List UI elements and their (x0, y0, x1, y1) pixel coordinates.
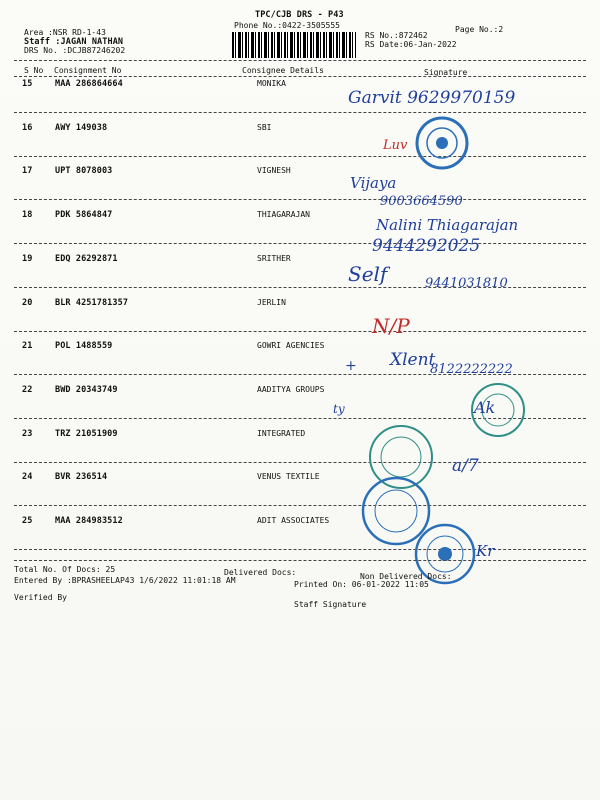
row-consignee-name: THIAGARAJAN (257, 210, 310, 220)
row-consignee-name: VENUS TEXTILE (257, 472, 320, 482)
total-docs: Total No. Of Docs: 25 (14, 565, 116, 574)
row-divider (14, 505, 586, 506)
rs-number: RS No.:872462 (365, 31, 428, 40)
row-consignee-name: INTEGRATED (257, 428, 306, 438)
row-consignment-number: MAA 284983512 (55, 516, 123, 526)
phone-row-17: 9003664590 (380, 194, 463, 209)
row-consignment-number: TRZ 21051909 (55, 428, 118, 439)
row-serial-number: 18 (22, 210, 33, 221)
signature-row-23: a/7 (452, 456, 479, 476)
rs-date: RS Date:06-Jan-2022 (365, 40, 457, 49)
row-consignee-name: AADITYA GROUPS (257, 384, 325, 394)
row-serial-number: 22 (22, 384, 33, 395)
printed-on: Printed On: 06-01-2022 11:05 (294, 580, 429, 589)
row-serial-number: 15 (22, 79, 33, 89)
signature-row-17: Vijaya (350, 174, 397, 192)
row-consignee-name: MONIKA (257, 79, 286, 88)
row-serial-number: 21 (22, 341, 33, 352)
row-serial-number: 25 (22, 516, 33, 526)
phone-row-18: 9444292025 (372, 236, 481, 256)
column-header-consignee: Consignee Details (242, 66, 324, 75)
row-consignee-name: ADIT ASSOCIATES (257, 516, 330, 525)
column-header-signature: Signature (424, 68, 468, 77)
phone-row-19: 9441031810 (425, 276, 508, 291)
signature-row-15: Garvit 9629970159 (348, 88, 516, 108)
small-mark-row-22: ty (333, 402, 345, 416)
delivered-docs: Delivered Docs: (224, 568, 297, 577)
initials-row-25: Kr (476, 542, 495, 560)
staff-label: Staff :JAGAN NATHAN (24, 37, 124, 47)
staff-signature: Staff Signature (294, 600, 367, 609)
row-consignee-name: SRITHER (257, 253, 291, 263)
row-consignment-number: BVR 236514 (55, 472, 108, 483)
area-label: Area :NSR RD-1-43 (24, 28, 106, 37)
drs-number: DRS No. :DCJB87246202 (24, 46, 126, 55)
non-delivered-docs: Non Delivered Docs: (360, 572, 452, 581)
row-divider (14, 549, 586, 550)
sheet-title: TPC/CJB DRS - P43 (255, 10, 344, 20)
row-divider (14, 243, 586, 244)
phone-row-21: 8122222222 (430, 362, 513, 377)
verified-by: Verified By (14, 593, 67, 602)
row-consignment-number: UPT 8078003 (55, 166, 113, 177)
row-divider (14, 462, 586, 463)
plus-mark: + (345, 358, 357, 374)
not-present-mark: N/P (372, 314, 410, 338)
column-header-consignment: Consignment No (54, 66, 122, 75)
page-number: Page No.:2 (455, 25, 504, 34)
row-divider (14, 156, 586, 157)
column-header-sno: S No (24, 66, 44, 75)
row-consignee-name: SBI (257, 122, 272, 132)
row-consignment-number: MAA 286864664 (55, 79, 123, 89)
row-divider (14, 112, 586, 113)
row-consignee-name: JERLIN (257, 297, 286, 307)
row-consignment-number: EDQ 26292871 (55, 253, 118, 264)
row-divider (14, 331, 586, 332)
initials-row-16: Luv (383, 138, 408, 153)
row-consignment-number: PDK 5864847 (55, 210, 113, 221)
entered-by: Entered By :BPRASHEELAP43 1/6/2022 11:01:18 AM (14, 576, 236, 585)
signature-row-19: Self (348, 262, 388, 286)
barcode (232, 32, 356, 58)
row-divider (14, 199, 586, 200)
row-consignment-number: BWD 20343749 (55, 384, 118, 395)
row-serial-number: 16 (22, 122, 33, 133)
row-consignment-number: AWY 149038 (55, 122, 108, 133)
name-row-18: Nalini Thiagarajan (376, 216, 519, 234)
initials-row-22: Ak (474, 398, 496, 417)
row-consignment-number: BLR 4251781357 (55, 297, 129, 308)
row-consignee-name: GOWRI AGENCIES (257, 341, 325, 351)
phone-number: Phone No.:0422-3505555 (234, 21, 340, 30)
stamp-sbi (415, 116, 469, 170)
row-consignment-number: POL 1488559 (55, 341, 113, 352)
row-consignee-name: VIGNESH (257, 166, 291, 176)
row-serial-number: 23 (22, 428, 33, 439)
row-serial-number: 20 (22, 297, 33, 308)
row-serial-number: 17 (22, 166, 33, 177)
row-serial-number: 24 (22, 472, 33, 483)
row-serial-number: 19 (22, 253, 33, 264)
signature-row-21: Xlent (390, 350, 436, 370)
